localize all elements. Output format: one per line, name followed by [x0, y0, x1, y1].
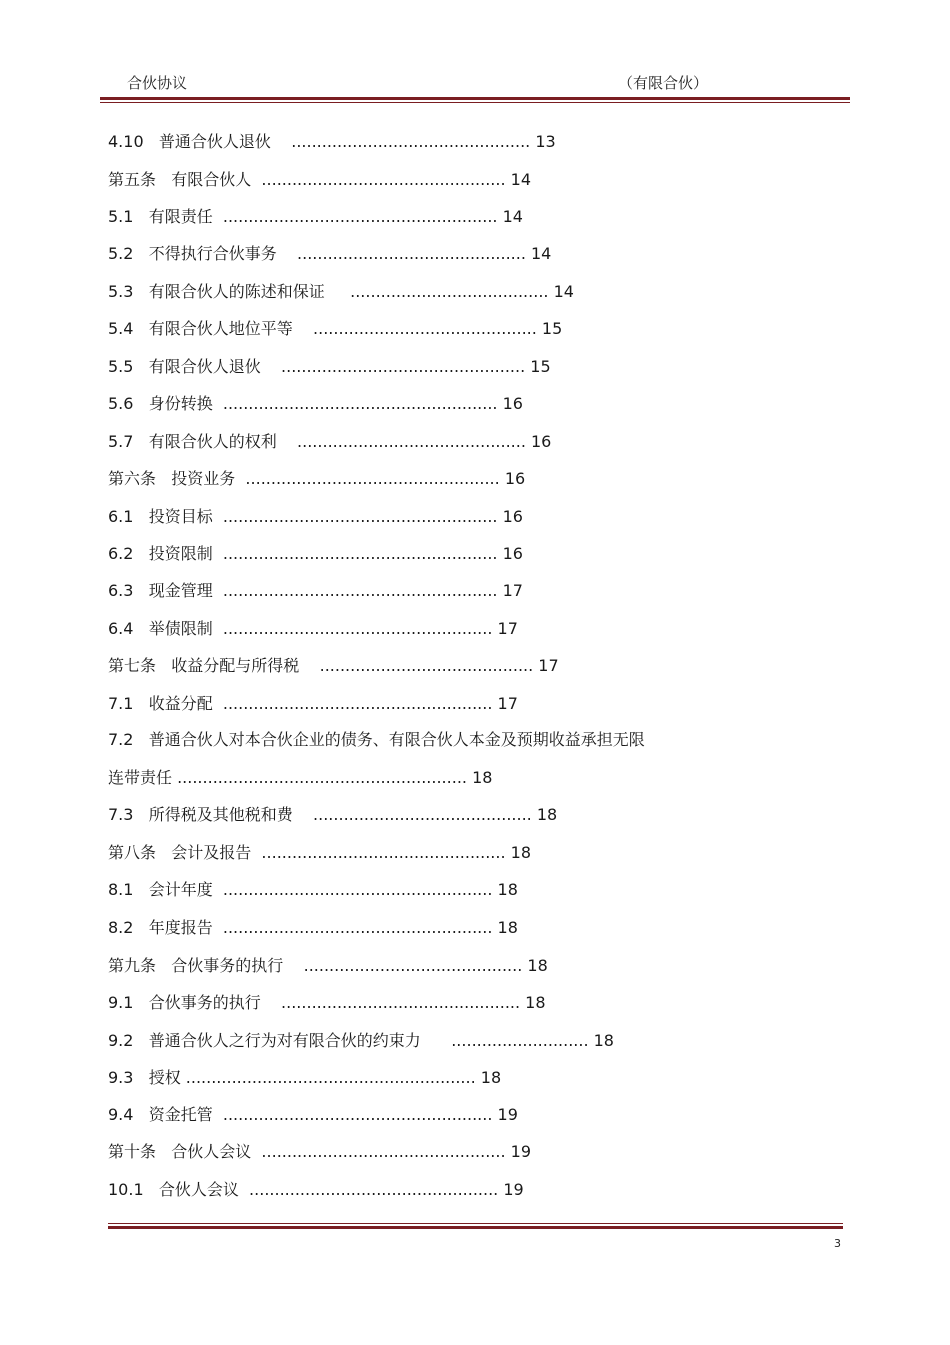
toc-entry[interactable] — [108, 917, 518, 939]
footer-rule-thin — [108, 1223, 843, 1224]
toc-entry-text: 5.6 身份转换 ...................................................... 16 — [108, 394, 523, 413]
toc-entry[interactable] — [108, 318, 562, 340]
toc-entry-text: 4.10 普通合伙人退伙 ............................................... 13 — [108, 132, 556, 151]
toc-entry-text: 第八条 会计及报告 ................................................ 18 — [108, 843, 532, 862]
toc-entry[interactable] — [108, 804, 557, 826]
toc-entry-text: 第六条 投资业务 .................................................. 16 — [108, 469, 526, 488]
toc-entry-text: 7.2 普通合伙人对本合伙企业的债务、有限合伙人本金及预期收益承担无限 — [108, 730, 645, 749]
toc-entry-text: 6.4 举债限制 ..................................................... 17 — [108, 619, 518, 638]
toc-entry[interactable] — [108, 393, 523, 415]
toc-entry[interactable] — [108, 169, 531, 191]
header-subtitle: （有限合伙） — [618, 74, 709, 92]
toc-entry-text: 连带责任 ......................................................... 18 — [108, 768, 493, 787]
toc-entry-text: 第七条 收益分配与所得税 .......................................... 17 — [108, 656, 559, 675]
toc-entry[interactable] — [108, 580, 523, 602]
header-title: 合伙协议 — [127, 74, 188, 92]
toc-entry-text: 8.1 会计年度 ..................................................... 18 — [108, 880, 518, 899]
footer-rule — [108, 1226, 843, 1229]
toc-entry[interactable] — [108, 655, 559, 677]
toc-entry-text: 5.2 不得执行合伙事务 ............................................. 14 — [108, 244, 552, 263]
toc-entry-text: 8.2 年度报告 ..................................................... 18 — [108, 918, 518, 937]
toc-entry-text: 6.1 投资目标 ...................................................... 16 — [108, 507, 523, 526]
page-number: 3 — [834, 1237, 841, 1250]
toc-entry[interactable] — [108, 281, 574, 303]
toc-entry-text: 9.1 合伙事务的执行 ............................................... 18 — [108, 993, 546, 1012]
toc-entry[interactable] — [108, 1179, 524, 1201]
toc-entry[interactable] — [108, 618, 518, 640]
toc-entry[interactable] — [108, 543, 523, 565]
toc-entry[interactable] — [108, 729, 645, 751]
toc-entry[interactable] — [108, 1104, 518, 1126]
toc-entry[interactable] — [108, 131, 556, 153]
toc-entry[interactable] — [108, 506, 523, 528]
toc-entry-text: 5.3 有限合伙人的陈述和保证 ....................................... 14 — [108, 282, 574, 301]
toc-entry[interactable] — [108, 1067, 501, 1089]
toc-entry[interactable] — [108, 992, 546, 1014]
toc-entry-text: 7.3 所得税及其他税和费 ........................................... 18 — [108, 805, 558, 824]
toc-entry-text: 5.5 有限合伙人退伙 ................................................ 15 — [108, 357, 551, 376]
toc-entry-text: 6.2 投资限制 ...................................................... 16 — [108, 544, 523, 563]
toc-entry[interactable] — [108, 1030, 614, 1052]
toc-entry-text: 第十条 合伙人会议 ................................................ 19 — [108, 1142, 532, 1161]
toc-entry-text: 6.3 现金管理 ...................................................... 17 — [108, 581, 523, 600]
toc-entry-text: 5.4 有限合伙人地位平等 ............................................ 15 — [108, 319, 563, 338]
toc-entry-text: 第五条 有限合伙人 ................................................ 14 — [108, 170, 532, 189]
toc-entry[interactable] — [108, 842, 531, 864]
toc-entry[interactable] — [108, 955, 548, 977]
toc-entry[interactable] — [108, 468, 525, 490]
toc-entry[interactable] — [108, 767, 492, 789]
toc-entry-text: 5.7 有限合伙人的权利 ............................................. 16 — [108, 432, 552, 451]
toc-entry-text: 5.1 有限责任 ...................................................... 14 — [108, 207, 523, 226]
toc-entry[interactable] — [108, 693, 518, 715]
toc-entry-text: 第九条 合伙事务的执行 ........................................... 18 — [108, 956, 548, 975]
toc-entry-text: 9.3 授权 ......................................................... 18 — [108, 1068, 502, 1087]
header-rule-thin — [100, 102, 850, 103]
toc-entry-text: 9.2 普通合伙人之行为对有限合伙的约束力 ........................... 18 — [108, 1031, 614, 1050]
toc-entry[interactable] — [108, 879, 518, 901]
toc-entry[interactable] — [108, 431, 551, 453]
toc-entry[interactable] — [108, 206, 523, 228]
toc-entry-text: 7.1 收益分配 ..................................................... 17 — [108, 694, 518, 713]
toc-entry[interactable] — [108, 1141, 531, 1163]
toc-entry-text: 9.4 资金托管 ..................................................... 19 — [108, 1105, 518, 1124]
toc-entry[interactable] — [108, 243, 551, 265]
toc-entry[interactable] — [108, 356, 551, 378]
header-rule — [100, 97, 850, 100]
toc-entry-text: 10.1 合伙人会议 ................................................. 19 — [108, 1180, 524, 1199]
